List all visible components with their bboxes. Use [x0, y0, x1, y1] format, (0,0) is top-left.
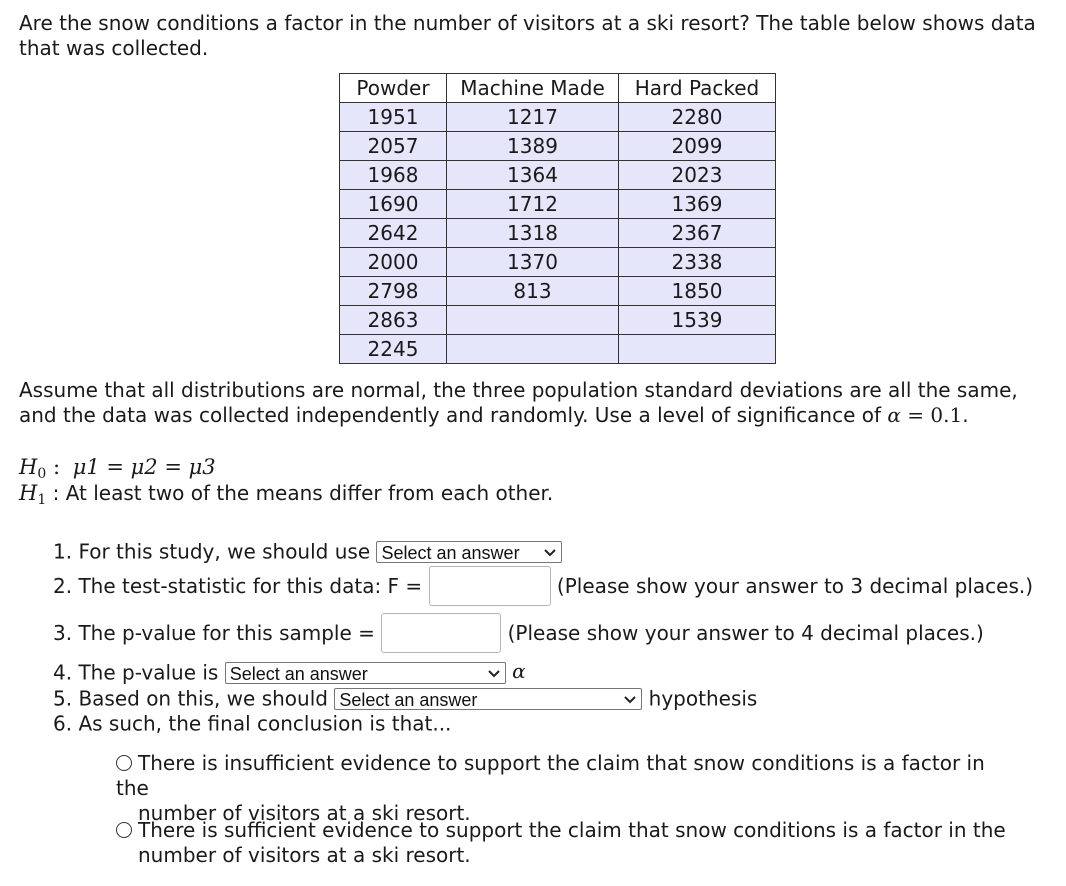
chevron-down-icon	[543, 545, 557, 559]
alpha-symbol: α	[512, 659, 526, 683]
table-cell: 2642	[340, 219, 447, 248]
table-cell: 1539	[619, 306, 776, 335]
p-value-comparison-select[interactable]	[225, 662, 506, 684]
header-powder: Powder	[340, 74, 447, 103]
table-cell: 2338	[619, 248, 776, 277]
question-3	[53, 613, 984, 653]
table-row	[340, 306, 776, 335]
question-6-label: 6. As such, the final conclusion is that...	[53, 711, 452, 736]
test-type-select[interactable]	[376, 541, 562, 563]
table-row	[340, 335, 776, 364]
alternative-hypothesis	[19, 481, 553, 508]
question-4	[53, 659, 526, 685]
table-row	[340, 132, 776, 161]
table-cell: 2057	[340, 132, 447, 161]
h1-label: H	[19, 481, 38, 505]
table-cell: 1364	[447, 161, 619, 190]
data-table	[339, 73, 776, 364]
table-header-row	[340, 74, 776, 103]
table-row	[340, 248, 776, 277]
hypothesis-decision-select[interactable]	[334, 688, 642, 710]
table-cell: 2280	[619, 103, 776, 132]
table-cell	[619, 335, 776, 364]
table-cell: 1217	[447, 103, 619, 132]
table-cell: 1850	[619, 277, 776, 306]
table-cell: 813	[447, 277, 619, 306]
question-3-label: 3. The p-value for this sample =	[53, 621, 375, 645]
assumption-text	[19, 378, 1059, 428]
h0-subscript: 0	[37, 466, 47, 482]
table-cell: 1968	[340, 161, 447, 190]
select-value: Select an answer	[229, 663, 368, 684]
table-cell: 1389	[447, 132, 619, 161]
null-hypothesis	[19, 455, 216, 482]
question-1	[53, 538, 562, 564]
radio-button[interactable]	[116, 822, 132, 838]
question-3-hint: (Please show your answer to 4 decimal places.)	[507, 621, 984, 645]
table-row	[340, 190, 776, 219]
table-row	[340, 103, 776, 132]
conclusion-option-insufficient[interactable]	[116, 751, 1016, 826]
alpha-value: 0.1	[930, 403, 963, 427]
header-hard-packed: Hard Packed	[619, 74, 776, 103]
question-1-label: 1. For this study, we should use	[53, 539, 371, 564]
question-2-label: 2. The test-statistic for this data: F =	[53, 574, 423, 598]
h0-label: H	[19, 455, 38, 479]
table-cell: 1690	[340, 190, 447, 219]
table-cell	[447, 335, 619, 364]
table-cell: 1951	[340, 103, 447, 132]
equals-sign: =	[907, 403, 925, 427]
table-row	[340, 277, 776, 306]
question-text: Are the snow conditions a factor in the number of visitors at a ski resort? The table below shows data that was collected.	[19, 11, 1036, 60]
table-cell: 1369	[619, 190, 776, 219]
h0-expression: μ1 = μ2 = μ3	[72, 455, 216, 479]
radio-button[interactable]	[116, 755, 132, 771]
assumption-end: .	[962, 403, 969, 427]
option-text-line-2: number of visitors at a ski resort.	[138, 843, 471, 867]
p-value-input[interactable]	[381, 613, 501, 653]
table-row	[340, 219, 776, 248]
table-cell: 1712	[447, 190, 619, 219]
table-cell: 2245	[340, 335, 447, 364]
question-2-hint: (Please show your answer to 3 decimal places.)	[556, 574, 1034, 598]
table-cell: 2099	[619, 132, 776, 161]
table-cell: 2000	[340, 248, 447, 277]
table-cell: 2798	[340, 277, 447, 306]
assumption-body: Assume that all distributions are normal, the three population standard deviations are all the same, and the data was collected independently and randomly. Use a level of significance of	[19, 378, 1018, 427]
question-5-suffix: hypothesis	[648, 686, 758, 711]
question-4-label: 4. The p-value is	[53, 660, 219, 685]
question-2	[53, 566, 1033, 606]
select-value: Select an answer	[339, 689, 478, 710]
f-statistic-input[interactable]	[429, 566, 551, 606]
option-text-line-1: There is insufficient evidence to support the claim that snow conditions is a factor in the	[116, 751, 985, 800]
h1-subscript: 1	[37, 492, 47, 508]
h0-colon: :	[52, 455, 61, 479]
question-5	[53, 685, 757, 711]
header-machine-made: Machine Made	[447, 74, 619, 103]
h1-text: : At least two of the means differ from each other.	[52, 481, 554, 505]
chevron-down-icon	[623, 692, 637, 706]
table-cell: 2863	[340, 306, 447, 335]
option-text-line-2: number of visitors at a ski resort.	[138, 801, 471, 825]
chevron-down-icon	[487, 666, 501, 680]
select-value: Select an answer	[381, 542, 520, 563]
table-cell: 1370	[447, 248, 619, 277]
table-cell	[447, 306, 619, 335]
question-6	[53, 710, 451, 736]
option-text-line-1: There is sufficient evidence to support the claim that snow conditions is a factor in the	[138, 818, 1006, 842]
table-cell: 2367	[619, 219, 776, 248]
question-5-label: 5. Based on this, we should	[53, 686, 328, 711]
table-cell: 2023	[619, 161, 776, 190]
table-cell: 1318	[447, 219, 619, 248]
table-row	[340, 161, 776, 190]
alpha-symbol: α	[887, 403, 901, 427]
conclusion-option-sufficient[interactable]	[116, 818, 1016, 868]
